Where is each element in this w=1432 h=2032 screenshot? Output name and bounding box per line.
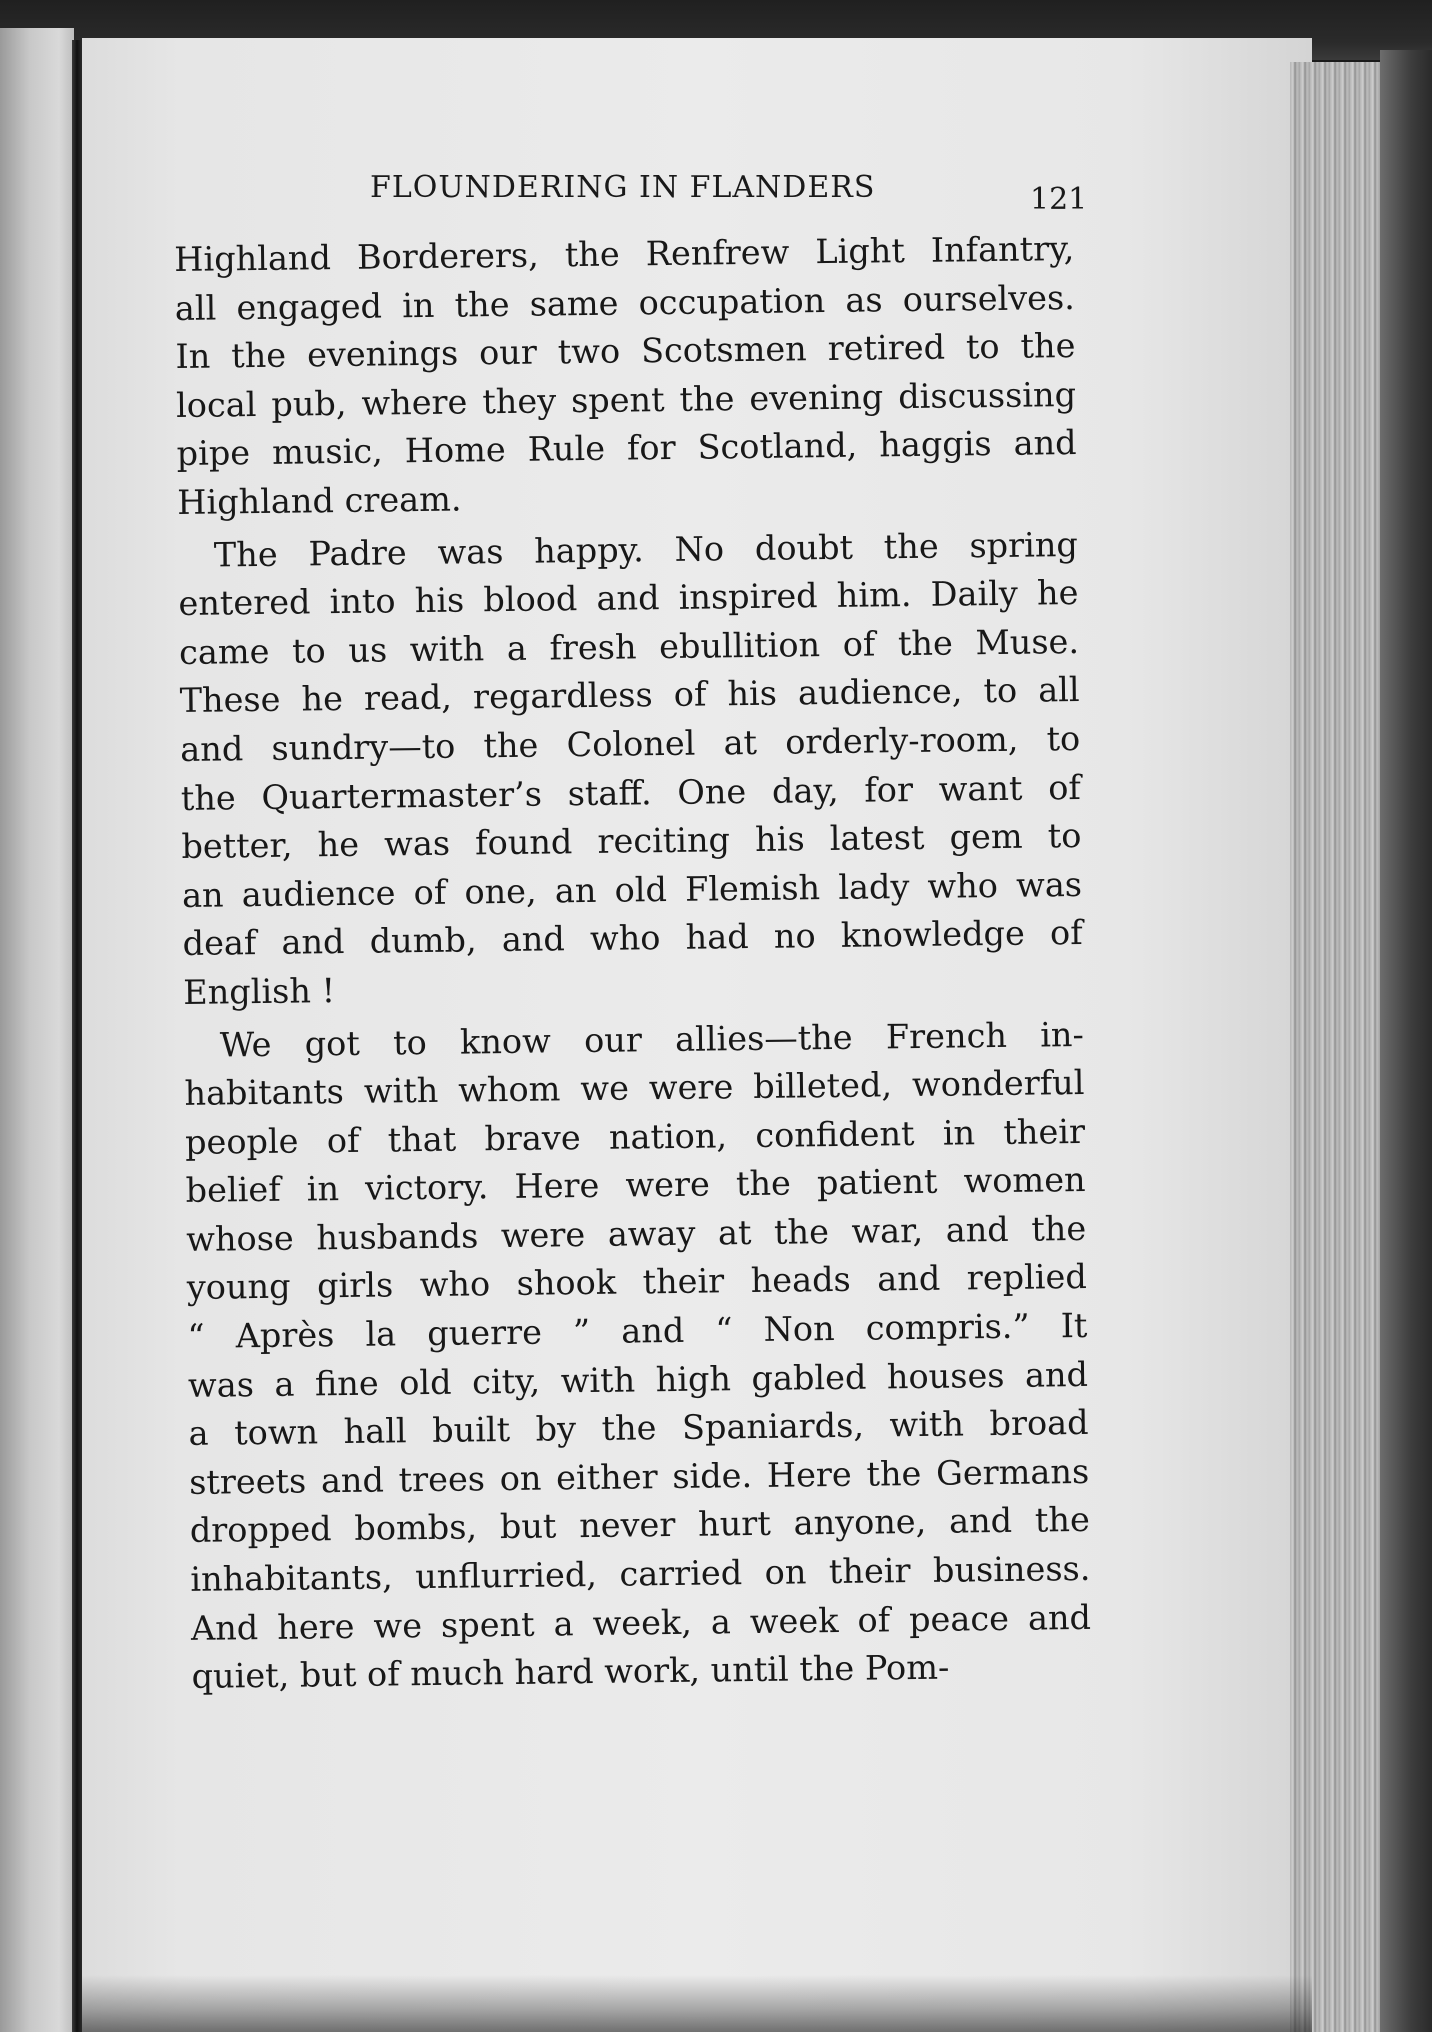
text-line: and sundry—to the Colonel at orderly-room, to xyxy=(180,718,1081,769)
text-line: In the evenings our two Scotsmen retired to the xyxy=(175,326,1076,377)
text-line: a town hall built by the Spaniards, with broad xyxy=(188,1403,1089,1454)
text-line: habitants with whom we were billeted, wonderful xyxy=(184,1063,1085,1114)
text-line: dropped bombs, but never hurt anyone, and the xyxy=(189,1500,1090,1551)
text-line: an audience of one, an old Flemish lady who was xyxy=(181,864,1083,915)
text-line: entered into his blood and inspired him. Daily he xyxy=(178,573,1079,624)
text-line: quiet, but of much hard work, until the Pom- xyxy=(191,1647,950,1697)
page-bottom-shadow xyxy=(82,1975,1312,2032)
text-line: “ Après la guerre ” and “ Non compris.” It xyxy=(187,1305,1088,1356)
text-line: inhabitants, unflurried, carried on their business. xyxy=(190,1548,1091,1599)
text-line: was a fine old city, with high gabled houses and xyxy=(187,1354,1089,1405)
text-line: pipe music, Home Rule for Scotland, haggis and xyxy=(176,423,1077,474)
page-stack-shadow xyxy=(1380,50,1432,2032)
text-line: young girls who shook their heads and replied xyxy=(186,1257,1088,1308)
previous-page-edge xyxy=(0,28,74,2032)
paragraph xyxy=(184,1010,1092,1701)
body-text xyxy=(174,225,1092,1702)
text-line: And here we spent a week, a week of peace and xyxy=(190,1597,1092,1648)
text-line: The Padre was happy. No doubt the spring xyxy=(213,524,1079,575)
text-line: Highland cream. xyxy=(177,479,462,522)
text-line: belief in victory. Here were the patient women xyxy=(185,1160,1086,1211)
text-line: all engaged in the same occupation as ourselves. xyxy=(174,277,1076,328)
text-line: English ! xyxy=(183,970,336,1012)
running-header: FLOUNDERING IN FLANDERS xyxy=(370,170,876,205)
book-gutter xyxy=(72,40,82,2032)
text-line: Highland Borderers, the Renfrew Light Infantry, xyxy=(174,229,1075,279)
text-line: We got to know our allies—the French in- xyxy=(219,1014,1085,1064)
text-line: the Quartermaster’s staff. One day, for want of xyxy=(180,767,1082,818)
page-number: 121 xyxy=(1030,182,1088,217)
text-line: local pub, where they spent the evening discussing xyxy=(175,374,1077,425)
text-line: whose husbands were away at the war, and the xyxy=(186,1208,1087,1259)
page-stack-edges xyxy=(1290,62,1390,2032)
text-line: came to us with a fresh ebullition of the Muse. xyxy=(178,621,1080,672)
text-line: streets and trees on either side. Here the Germans xyxy=(188,1451,1090,1502)
text-line: deaf and dumb, and who had no knowledge of xyxy=(182,913,1083,964)
paragraph xyxy=(178,521,1084,1018)
text-line: These he read, regardless of his audience, to all xyxy=(179,670,1080,721)
paragraph xyxy=(174,225,1077,528)
text-line: people of that brave nation, confident in their xyxy=(184,1111,1086,1162)
text-line: better, he was found reciting his latest gem to xyxy=(181,816,1082,867)
